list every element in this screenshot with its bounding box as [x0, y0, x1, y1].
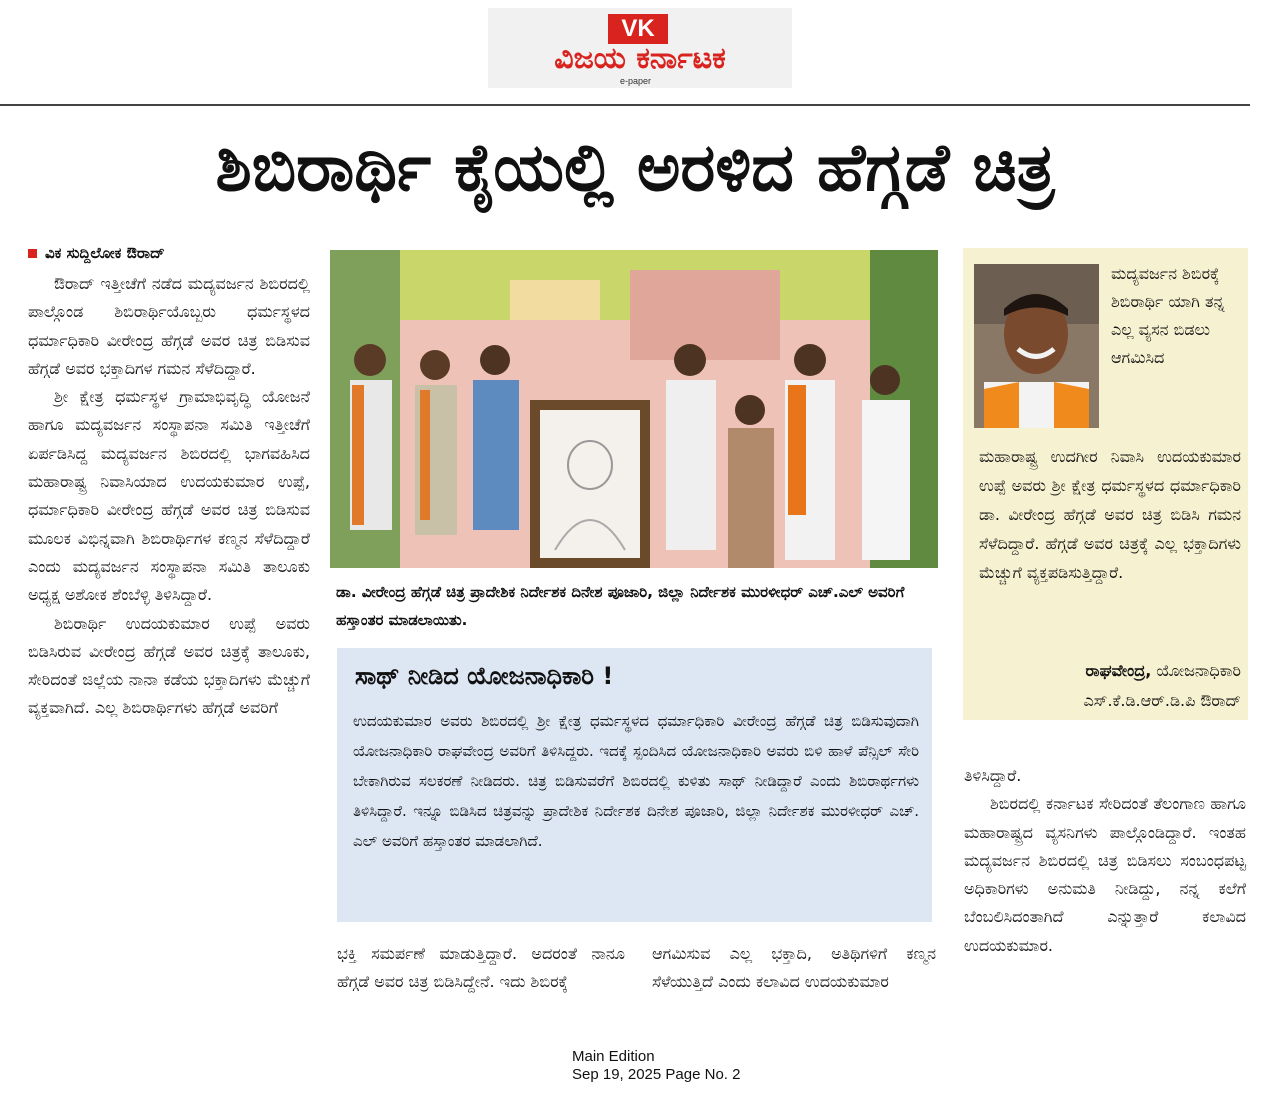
paragraph: ಆಗಮಿಸುವ ಎಲ್ಲ ಭಕ್ತಾದಿ, ಅತಿಥಿಗಳಿಗೆ ಕಣ್ಮನ ಸೆಳೆಯುತ್ತಿದೆ ಎಂದು ಕಲಾವಿದ ಉದಯಕುಮಾರ — [652, 944, 936, 992]
masthead-divider — [0, 104, 1250, 106]
byline-bullet-icon — [28, 249, 37, 258]
highlight-box-title: ಸಾಥ್ ನೀಡಿದ ಯೋಜನಾಧಿಕಾರಿ ! — [355, 662, 614, 690]
sidebox-intro: ಮದ್ಯವರ್ಜನ ಶಿಬಿರಕ್ಕೆ ಶಿಬಿರಾರ್ಥಿ ಯಾಗಿ ತನ್ನ ಎಲ್ಲ ವ್ಯಸನ ಬಿಡಲು ಆಗಮಿಸಿದ — [1111, 264, 1225, 367]
edition-label: Main Edition — [572, 1048, 655, 1065]
page-footer — [572, 1048, 740, 1084]
article-column-1 — [28, 270, 310, 723]
article-column-3 — [652, 940, 936, 997]
paragraph: ಶ್ರೀ ಕ್ಷೇತ್ರ ಧರ್ಮಸ್ಥಳ ಗ್ರಾಮಾಭಿವೃದ್ಧಿ ಯೋಜನೆ ಹಾಗೂ ಮದ್ಯವರ್ಜನ ಸಂಸ್ಥಾಪನಾ ಸಮಿತಿ ಇತ್ತೀಚೆಗೆ ಏರ್ಪಡಿಸಿದ್ದ ಮದ್ಯವರ್ಜನ ಶಿಬಿರದಲ್ಲಿ ಭಾಗವಹಿಸಿದ ಮಹಾರಾಷ್ಟ್ರ ನಿವಾಸಿಯಾದ ಉದಯಕುಮಾರ ಉಪ್ಪೆ, ಧರ್ಮಾಧಿಕಾರಿ ವೀರೇಂದ್ರ ಹೆಗ್ಗಡೆ ಅವರ ಚಿತ್ರ ಬಿಡಿಸುವ ಮೂಲಕ ವಿಭಿನ್ನವಾಗಿ ಶಿಬಿರಾರ್ಥಿಗಳ ಕಣ್ಮನ ಸೆಳೆದಿದ್ದಾರೆ ಎಂದು ಮದ್ಯವರ್ಜನ ಸಂಸ್ಥಾಪನಾ ಸಮಿತಿ ತಾಲೂಕು ಅಧ್ಯಕ್ಷ ಅಶೋಕ ಶೆಂಬೆಳ್ಳಿ ತಿಳಿಸಿದ್ದಾರೆ. — [28, 387, 310, 605]
date-page-label: Sep 19, 2025 Page No. 2 — [572, 1066, 741, 1083]
artist-portrait — [974, 264, 1099, 428]
byline-text: ವಿಕ ಸುದ್ದಿಲೋಕ ಔರಾದ್ — [45, 244, 165, 262]
newspaper-name: ವಿಜಯ ಕರ್ನಾಟಕ — [554, 41, 726, 76]
paragraph: ಶಿಬಿರಾರ್ಥಿ ಉದಯಕುಮಾರ ಉಪ್ಪೆ ಅವರು ಬಿಡಿಸಿರುವ ವೀರೇಂದ್ರ ಹೆಗ್ಗಡೆ ಅವರ ಚಿತ್ರಕ್ಕೆ ತಾಲೂಕು, ಸೇರಿದಂತೆ ಜಿಲ್ಲೆಯ ನಾನಾ ಕಡೆಯ ಭಕ್ತಾದಿಗಳು ಮೆಚ್ಚುಗೆ ವ್ಯಕ್ತವಾಗಿದೆ. ಎಲ್ಲ ಶಿಬಿರಾರ್ಥಿಗಳು ಹೆಗ್ಗಡೆ ಅವರಿಗೆ — [28, 613, 310, 718]
highlight-box-body: ಉದಯಕುಮಾರ ಅವರು ಶಿಬಿರದಲ್ಲಿ ಶ್ರೀ ಕ್ಷೇತ್ರ ಧರ್ಮಸ್ಥಳದ ಧರ್ಮಾಧಿಕಾರಿ ವೀರೇಂದ್ರ ಹೆಗ್ಗಡೆ ಚಿತ್ರ ಬಿಡಿಸುವುದಾಗಿ ಯೋಜನಾಧಿಕಾರಿ ರಾಘವೇಂದ್ರ ಅವರಿಗೆ ತಿಳಿಸಿದ್ದರು. ಇದಕ್ಕೆ ಸ್ಪಂದಿಸಿದ ಯೋಜನಾಧಿಕಾರಿ ಅವರು ಬಿಳಿ ಹಾಳೆ ಪೆನ್ಸಿಲ್ ಸೇರಿ ಬೇಕಾಗಿರುವ ಸಲಕರಣೆ ನೀಡಿದರು. ಚಿತ್ರ ಬಿಡಿಸುವರೆಗೆ ಶಿಬಿರದಲ್ಲಿ ಕುಳಿತು ಸಾಥ್ ನೀಡಿದ್ದಾರೆ ಎಂದು ಶಿಬಿರಾರ್ಥಗಳು ತಿಳಿಸಿದ್ದಾರೆ. ಇನ್ನೂ ಬಿಡಿಸಿದ ಚಿತ್ರವನ್ನು ಪ್ರಾದೇಶಿಕ ನಿರ್ದೇಶಕ ದಿನೇಶ ಪೂಜಾರಿ, ಜಿಲ್ಲಾ ನಿರ್ದೇಶಕ ಮುರಳೀಧರ್ ಎಚ್. ಎಲ್ ಅವರಿಗೆ ಹಸ್ತಾಂತರ ಮಾಡಲಾಗಿದೆ. — [353, 712, 919, 850]
event-photo — [330, 250, 938, 568]
signature-name: ರಾಘವೇಂದ್ರ, — [1085, 661, 1152, 680]
article-column-4 — [964, 762, 1246, 960]
article-column-2 — [337, 940, 625, 997]
epaper-label: e-paper — [620, 76, 652, 86]
signature-org: ಎಸ್.ಕೆ.ಡಿ.ಆರ್.ಡಿ.ಪಿ ಔರಾದ್ — [1083, 691, 1241, 710]
masthead-logo — [488, 8, 792, 88]
quote-sidebox — [963, 248, 1248, 720]
paragraph: ತಿಳಿಸಿದ್ದಾರೆ. — [964, 766, 1022, 785]
sidebox-signature — [991, 656, 1241, 716]
article-headline: ಶಿಬಿರಾರ್ಥಿ ಕೈಯಲ್ಲಿ ಅರಳಿದ ಹೆಗ್ಗಡೆ ಚಿತ್ರ — [215, 129, 1055, 206]
paragraph: ಭಕ್ತಿ ಸಮರ್ಪಣೆ ಮಾಡುತ್ತಿದ್ದಾರೆ. ಅದರಂತೆ ನಾನೂ ಹೆಗ್ಗಡೆ ಅವರ ಚಿತ್ರ ಬಿಡಿಸಿದ್ದೇನೆ. ಇದು ಶಿಬಿರಕ್ಕೆ — [337, 944, 625, 992]
sidebox-body: ಮಹಾರಾಷ್ಟ್ರ ಉದಗೀರ ನಿವಾಸಿ ಉದಯಕುಮಾರ ಉಪ್ಪೆ ಅವರು ಶ್ರೀ ಕ್ಷೇತ್ರ ಧರ್ಮಸ್ಥಳದ ಧರ್ಮಾಧಿಕಾರಿ ಡಾ. ವೀರೇಂದ್ರ ಹೆಗ್ಗಡೆ ಅವರ ಚಿತ್ರ ಬಿಡಿಸಿ ಗಮನ ಸೆಳೆದಿದ್ದಾರೆ. ಹೆಗ್ಗಡೆ ಅವರ ಚಿತ್ರಕ್ಕೆ ಎಲ್ಲ ಭಕ್ತಾದಿಗಳು ಮೆಚ್ಚುಗೆ ವ್ಯಕ್ತಪಡಿಸುತ್ತಿದ್ದಾರೆ. — [979, 447, 1241, 582]
highlight-box — [337, 648, 932, 922]
paragraph: ಔರಾದ್ ಇತ್ತೀಚೆಗೆ ನಡೆದ ಮದ್ಯವರ್ಜನ ಶಿಬಿರದಲ್ಲಿ ಪಾಲ್ಗೊಂಡ ಶಿಬಿರಾರ್ಥಿಯೊಬ್ಬರು ಧರ್ಮಸ್ಥಳದ ಧರ್ಮಾಧಿಕಾರಿ ವೀರೇಂದ್ರ ಹೆಗ್ಗಡೆ ಅವರ ಚಿತ್ರ ಬಿಡಿಸುವ ಹೆಗ್ಗಡೆ ಅವರ ಭಕ್ತಾದಿಗಳ ಗಮನ ಸೆಳೆದಿದ್ದಾರೆ. — [28, 274, 310, 378]
article-byline — [28, 244, 165, 262]
paragraph: ಶಿಬಿರದಲ್ಲಿ ಕರ್ನಾಟಕ ಸೇರಿದಂತೆ ತೆಲಂಗಾಣ ಹಾಗೂ ಮಹಾರಾಷ್ಟ್ರದ ವ್ಯಸನಿಗಳು ಪಾಲ್ಗೊಂಡಿದ್ದಾರೆ. ಇಂತಹ ಮದ್ಯವರ್ಜನ ಶಿಬಿರದಲ್ಲಿ ಚಿತ್ರ ಬಿಡಿಸಲು ಸಂಬಂಧಪಟ್ಟ ಅಧಿಕಾರಿಗಳು ಅನುಮತಿ ನೀಡಿದ್ದು, ನನ್ನ ಕಲೆಗೆ ಬೆಂಬಲಿಸಿದಂತಾಗಿದೆ ಎನ್ನುತ್ತಾರೆ ಕಲಾವಿದ ಉದಯಕುಮಾರ. — [964, 794, 1246, 955]
signature-role: ಯೋಜನಾಧಿಕಾರಿ — [1156, 661, 1241, 680]
photo-caption: ಡಾ. ವೀರೇಂದ್ರ ಹೆಗ್ಗಡೆ ಚಿತ್ರ ಪ್ರಾದೇಶಿಕ ನಿರ್ದೇಶಕ ದಿನೇಶ ಪೂಜಾರಿ, ಜಿಲ್ಲಾ ನಿರ್ದೇಶಕ ಮುರಳೀಧರ್ ಎಚ್.ಎಲ್ ಅವರಿಗೆ ಹಸ್ತಾಂತರ ಮಾಡಲಾಯಿತು. — [336, 583, 905, 629]
vk-badge: VK — [608, 14, 668, 44]
